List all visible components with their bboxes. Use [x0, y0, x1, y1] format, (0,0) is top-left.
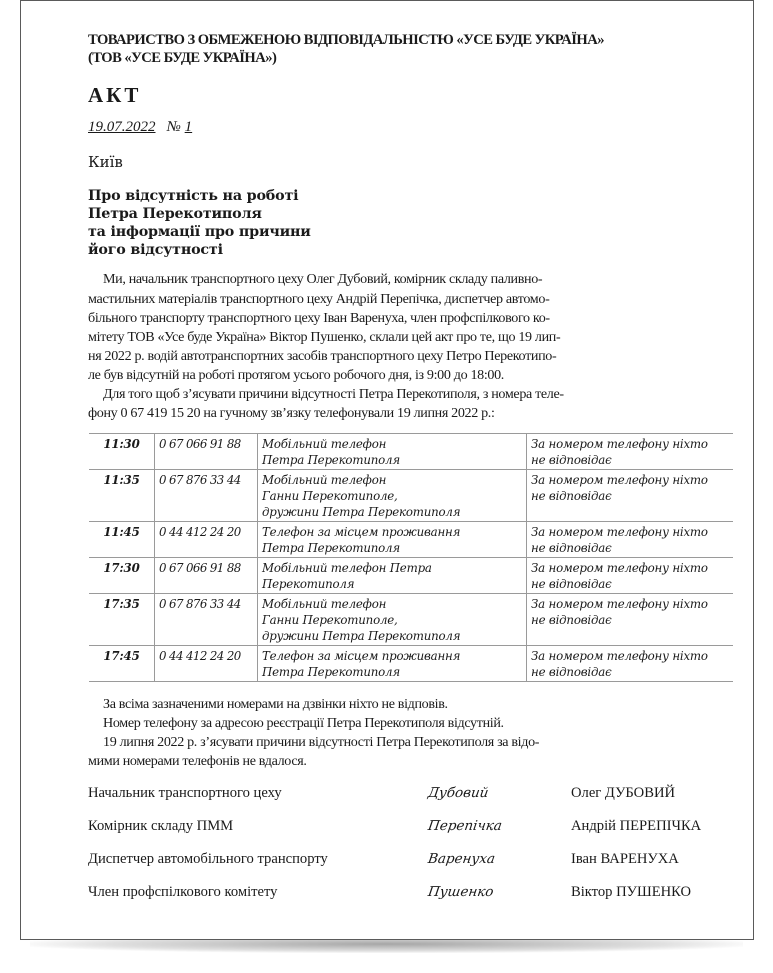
intro-line: ня 2022 р. водій автотранспортних засобів транспортного цеху Петро Перекотипо-	[88, 348, 557, 364]
call-result	[527, 646, 734, 682]
result-line: За номером телефону ніхто	[531, 437, 708, 451]
signatory-position: Комірник складу ПММ	[88, 818, 234, 834]
call-result	[527, 558, 734, 594]
call-time: 17:30	[89, 558, 155, 594]
result-line: За номером телефону ніхто	[531, 525, 708, 539]
signature-row	[88, 818, 748, 842]
desc-line: Мобільний телефон	[262, 473, 387, 487]
conclusion-line: За всіма зазначеними номерами на дзвінки ніхто не відповів.	[103, 696, 448, 712]
desc-line: Мобільний телефон	[262, 597, 387, 611]
intro-line: мастильних матеріалів транспортного цеху Андрій Перепічка, диспетчер автомо-	[88, 291, 550, 307]
table-row	[89, 470, 733, 522]
result-line: За номером телефону ніхто	[531, 649, 708, 663]
table-row	[89, 558, 733, 594]
desc-line: Перекотиполя	[262, 577, 355, 591]
intro-line: Ми, начальник транспортного цеху Олег Дубовий, комірник складу паливно-	[103, 271, 543, 287]
signatory-name: Іван ВАРЕНУХА	[571, 851, 679, 867]
call-number: 0 44 412 24 20	[155, 522, 258, 558]
subject-line: його відсутності	[88, 242, 223, 258]
intro-line: ле був відсутній на роботі протягом усього робочого дня, із 9:00 до 18:00.	[88, 367, 504, 383]
result-line: не відповідає	[531, 541, 612, 555]
document-page	[20, 0, 754, 940]
organization-short-name: (ТОВ «УСЕ БУДЕ УКРАЇНА»)	[88, 50, 277, 66]
call-time: 17:45	[89, 646, 155, 682]
calls-table	[89, 433, 733, 682]
call-description	[258, 558, 527, 594]
table-row	[89, 594, 733, 646]
table-row	[89, 434, 733, 470]
document-city: Київ	[88, 153, 123, 171]
calls-intro-line: Для того щоб з’ясувати причини відсутності Петра Перекотиполя, з номера теле-	[103, 386, 564, 402]
call-description	[258, 594, 527, 646]
call-result	[527, 522, 734, 558]
signatory-position: Начальник транспортного цеху	[88, 785, 282, 801]
desc-line: дружини Петра Перекотиполя	[262, 505, 461, 519]
call-time: 17:35	[89, 594, 155, 646]
signature-row	[88, 851, 748, 875]
subject-line: Про відсутність на роботі	[88, 188, 299, 204]
signatory-position: Диспетчер автомобільного транспорту	[88, 851, 328, 867]
document-date-number	[88, 119, 192, 136]
intro-line: мітету ТОВ «Усе буде Україна» Віктор Пушенко, склали цей акт про те, що 19 лип-	[88, 329, 561, 345]
result-line: За номером телефону ніхто	[531, 597, 708, 611]
document-number: 1	[184, 119, 193, 135]
conclusion-line: мими номерами телефонів не вдалося.	[88, 753, 307, 769]
table-row	[89, 522, 733, 558]
result-line: не відповідає	[531, 665, 612, 679]
desc-line: Ганни Перекотиполе,	[262, 489, 398, 503]
desc-line: Телефон за місцем проживання	[262, 525, 461, 539]
handwritten-signature: Варенуха	[426, 851, 497, 867]
call-result	[527, 470, 734, 522]
subject-line: та інформації про причини	[88, 224, 311, 240]
desc-line: дружини Петра Перекотиполя	[262, 629, 461, 643]
call-number: 0 67 066 91 88	[155, 558, 258, 594]
result-line: не відповідає	[531, 613, 612, 627]
result-line: За номером телефону ніхто	[531, 473, 708, 487]
desc-line: Петра Перекотиполя	[262, 665, 400, 679]
call-result	[527, 594, 734, 646]
desc-line: Петра Перекотиполя	[262, 541, 400, 555]
table-row	[89, 646, 733, 682]
call-number: 0 67 876 33 44	[155, 470, 258, 522]
call-number: 0 67 876 33 44	[155, 594, 258, 646]
desc-line: Ганни Перекотиполе,	[262, 613, 398, 627]
call-description	[258, 434, 527, 470]
number-sign: №	[166, 119, 181, 135]
desc-line: Мобільний телефон Петра	[262, 561, 432, 575]
intro-line: більного транспорту транспортного цеху Іван Варенуха, член профспілкового ко-	[88, 310, 550, 326]
handwritten-signature: Пушенко	[426, 884, 495, 900]
desc-line: Телефон за місцем проживання	[262, 649, 461, 663]
call-time: 11:30	[89, 434, 155, 470]
calls-intro-line: фону 0 67 419 15 20 на гучному зв’язку телефонували 19 липня 2022 р.:	[88, 405, 495, 421]
call-description	[258, 470, 527, 522]
conclusion-line: Номер телефону за адресою реєстрації Петра Перекотиполя відсутній.	[103, 715, 504, 731]
result-line: не відповідає	[531, 453, 612, 467]
desc-line: Петра Перекотиполя	[262, 453, 400, 467]
call-result	[527, 434, 734, 470]
conclusion-line: 19 липня 2022 р. з’ясувати причини відсутності Петра Перекотиполя за відо-	[103, 734, 540, 750]
call-time: 11:35	[89, 470, 155, 522]
call-description	[258, 646, 527, 682]
call-description	[258, 522, 527, 558]
subject-line: Петра Перекотиполя	[88, 206, 262, 222]
result-line: не відповідає	[531, 489, 612, 503]
signatory-name: Віктор ПУШЕНКО	[571, 884, 692, 900]
desc-line: Мобільний телефон	[262, 437, 387, 451]
handwritten-signature: Дубовий	[426, 785, 490, 801]
signatory-position: Член профспілкового комітету	[88, 884, 278, 900]
call-time: 11:45	[89, 522, 155, 558]
handwritten-signature: Перепічка	[426, 818, 504, 834]
document-date: 19.07.2022	[88, 119, 156, 135]
signatory-name: Андрій ПЕРЕПІЧКА	[571, 818, 702, 834]
call-number: 0 44 412 24 20	[155, 646, 258, 682]
signature-row	[88, 884, 748, 908]
call-number: 0 67 066 91 88	[155, 434, 258, 470]
document-title: АКТ	[88, 83, 142, 107]
signature-row	[88, 785, 748, 809]
signatory-name: Олег ДУБОВИЙ	[571, 785, 676, 801]
result-line: не відповідає	[531, 577, 612, 591]
organization-name: ТОВАРИСТВО З ОБМЕЖЕНОЮ ВІДПОВІДАЛЬНІСТЮ «УСЕ БУДЕ УКРАЇНА»	[88, 32, 604, 48]
result-line: За номером телефону ніхто	[531, 561, 708, 575]
